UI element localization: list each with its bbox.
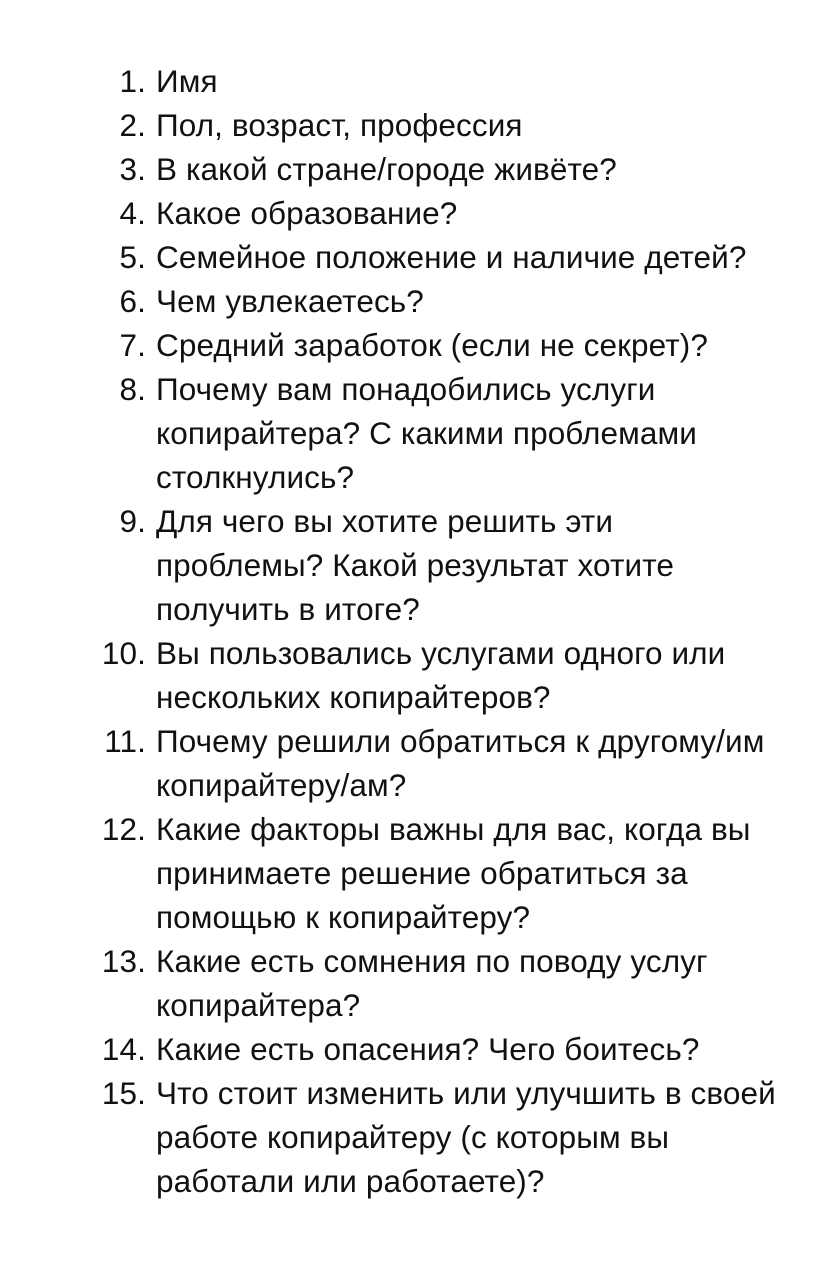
question-number: 3. [119, 151, 146, 187]
question-item-8 [0, 367, 836, 499]
question-text: Чем увлекаетесь? [156, 283, 424, 319]
question-text: Для чего вы хотите решить эти проблемы? Какой результат хотите получить в итоге? [156, 503, 674, 627]
question-text: Какие есть опасения? Чего боитесь? [156, 1031, 700, 1067]
question-text: Пол, возраст, профессия [156, 107, 523, 143]
question-item-11 [0, 719, 836, 807]
question-text: Какое образование? [156, 195, 458, 231]
question-number: 15. [101, 1075, 146, 1111]
question-item-3 [0, 147, 836, 191]
question-text: В какой стране/городе живёте? [156, 151, 617, 187]
question-item-4 [0, 191, 836, 235]
question-number: 14. [101, 1031, 146, 1067]
question-text: Какие есть сомнения по поводу услуг копирайтера? [156, 943, 708, 1023]
question-list [0, 59, 836, 1203]
question-number: 11. [104, 723, 146, 759]
question-text: Имя [156, 63, 218, 99]
question-text: Семейное положение и наличие детей? [156, 239, 747, 275]
question-item-6 [0, 279, 836, 323]
question-number: 5. [119, 239, 146, 275]
question-text: Почему вам понадобились услуги копирайтера? С какими проблемами столкнулись? [156, 371, 697, 495]
question-number: 10. [101, 635, 146, 671]
question-number: 4. [119, 195, 146, 231]
question-item-15 [0, 1071, 836, 1203]
question-number: 12. [101, 811, 146, 847]
question-item-7 [0, 323, 836, 367]
question-text: Что стоит изменить или улучшить в своей работе копирайтеру (с которым вы работали или работаете)? [156, 1075, 776, 1199]
question-item-13 [0, 939, 836, 1027]
question-item-14 [0, 1027, 836, 1071]
question-number: 6. [119, 283, 146, 319]
question-number: 9. [119, 503, 146, 539]
question-text: Средний заработок (если не секрет)? [156, 327, 708, 363]
question-item-1 [0, 59, 836, 103]
question-text: Почему решили обратиться к другому/им копирайтеру/ам? [156, 723, 765, 803]
question-number: 1. [119, 63, 146, 99]
question-number: 8. [119, 371, 146, 407]
question-number: 7. [119, 327, 146, 363]
questionnaire-document [0, 59, 836, 1203]
question-item-12 [0, 807, 836, 939]
question-text: Вы пользовались услугами одного или нескольких копирайтеров? [156, 635, 726, 715]
question-text: Какие факторы важны для вас, когда вы принимаете решение обратиться за помощью к копирайтеру? [156, 811, 751, 935]
question-item-9 [0, 499, 836, 631]
question-item-10 [0, 631, 836, 719]
question-number: 2. [119, 107, 146, 143]
question-number: 13. [101, 943, 146, 979]
question-item-5 [0, 235, 836, 279]
question-item-2 [0, 103, 836, 147]
